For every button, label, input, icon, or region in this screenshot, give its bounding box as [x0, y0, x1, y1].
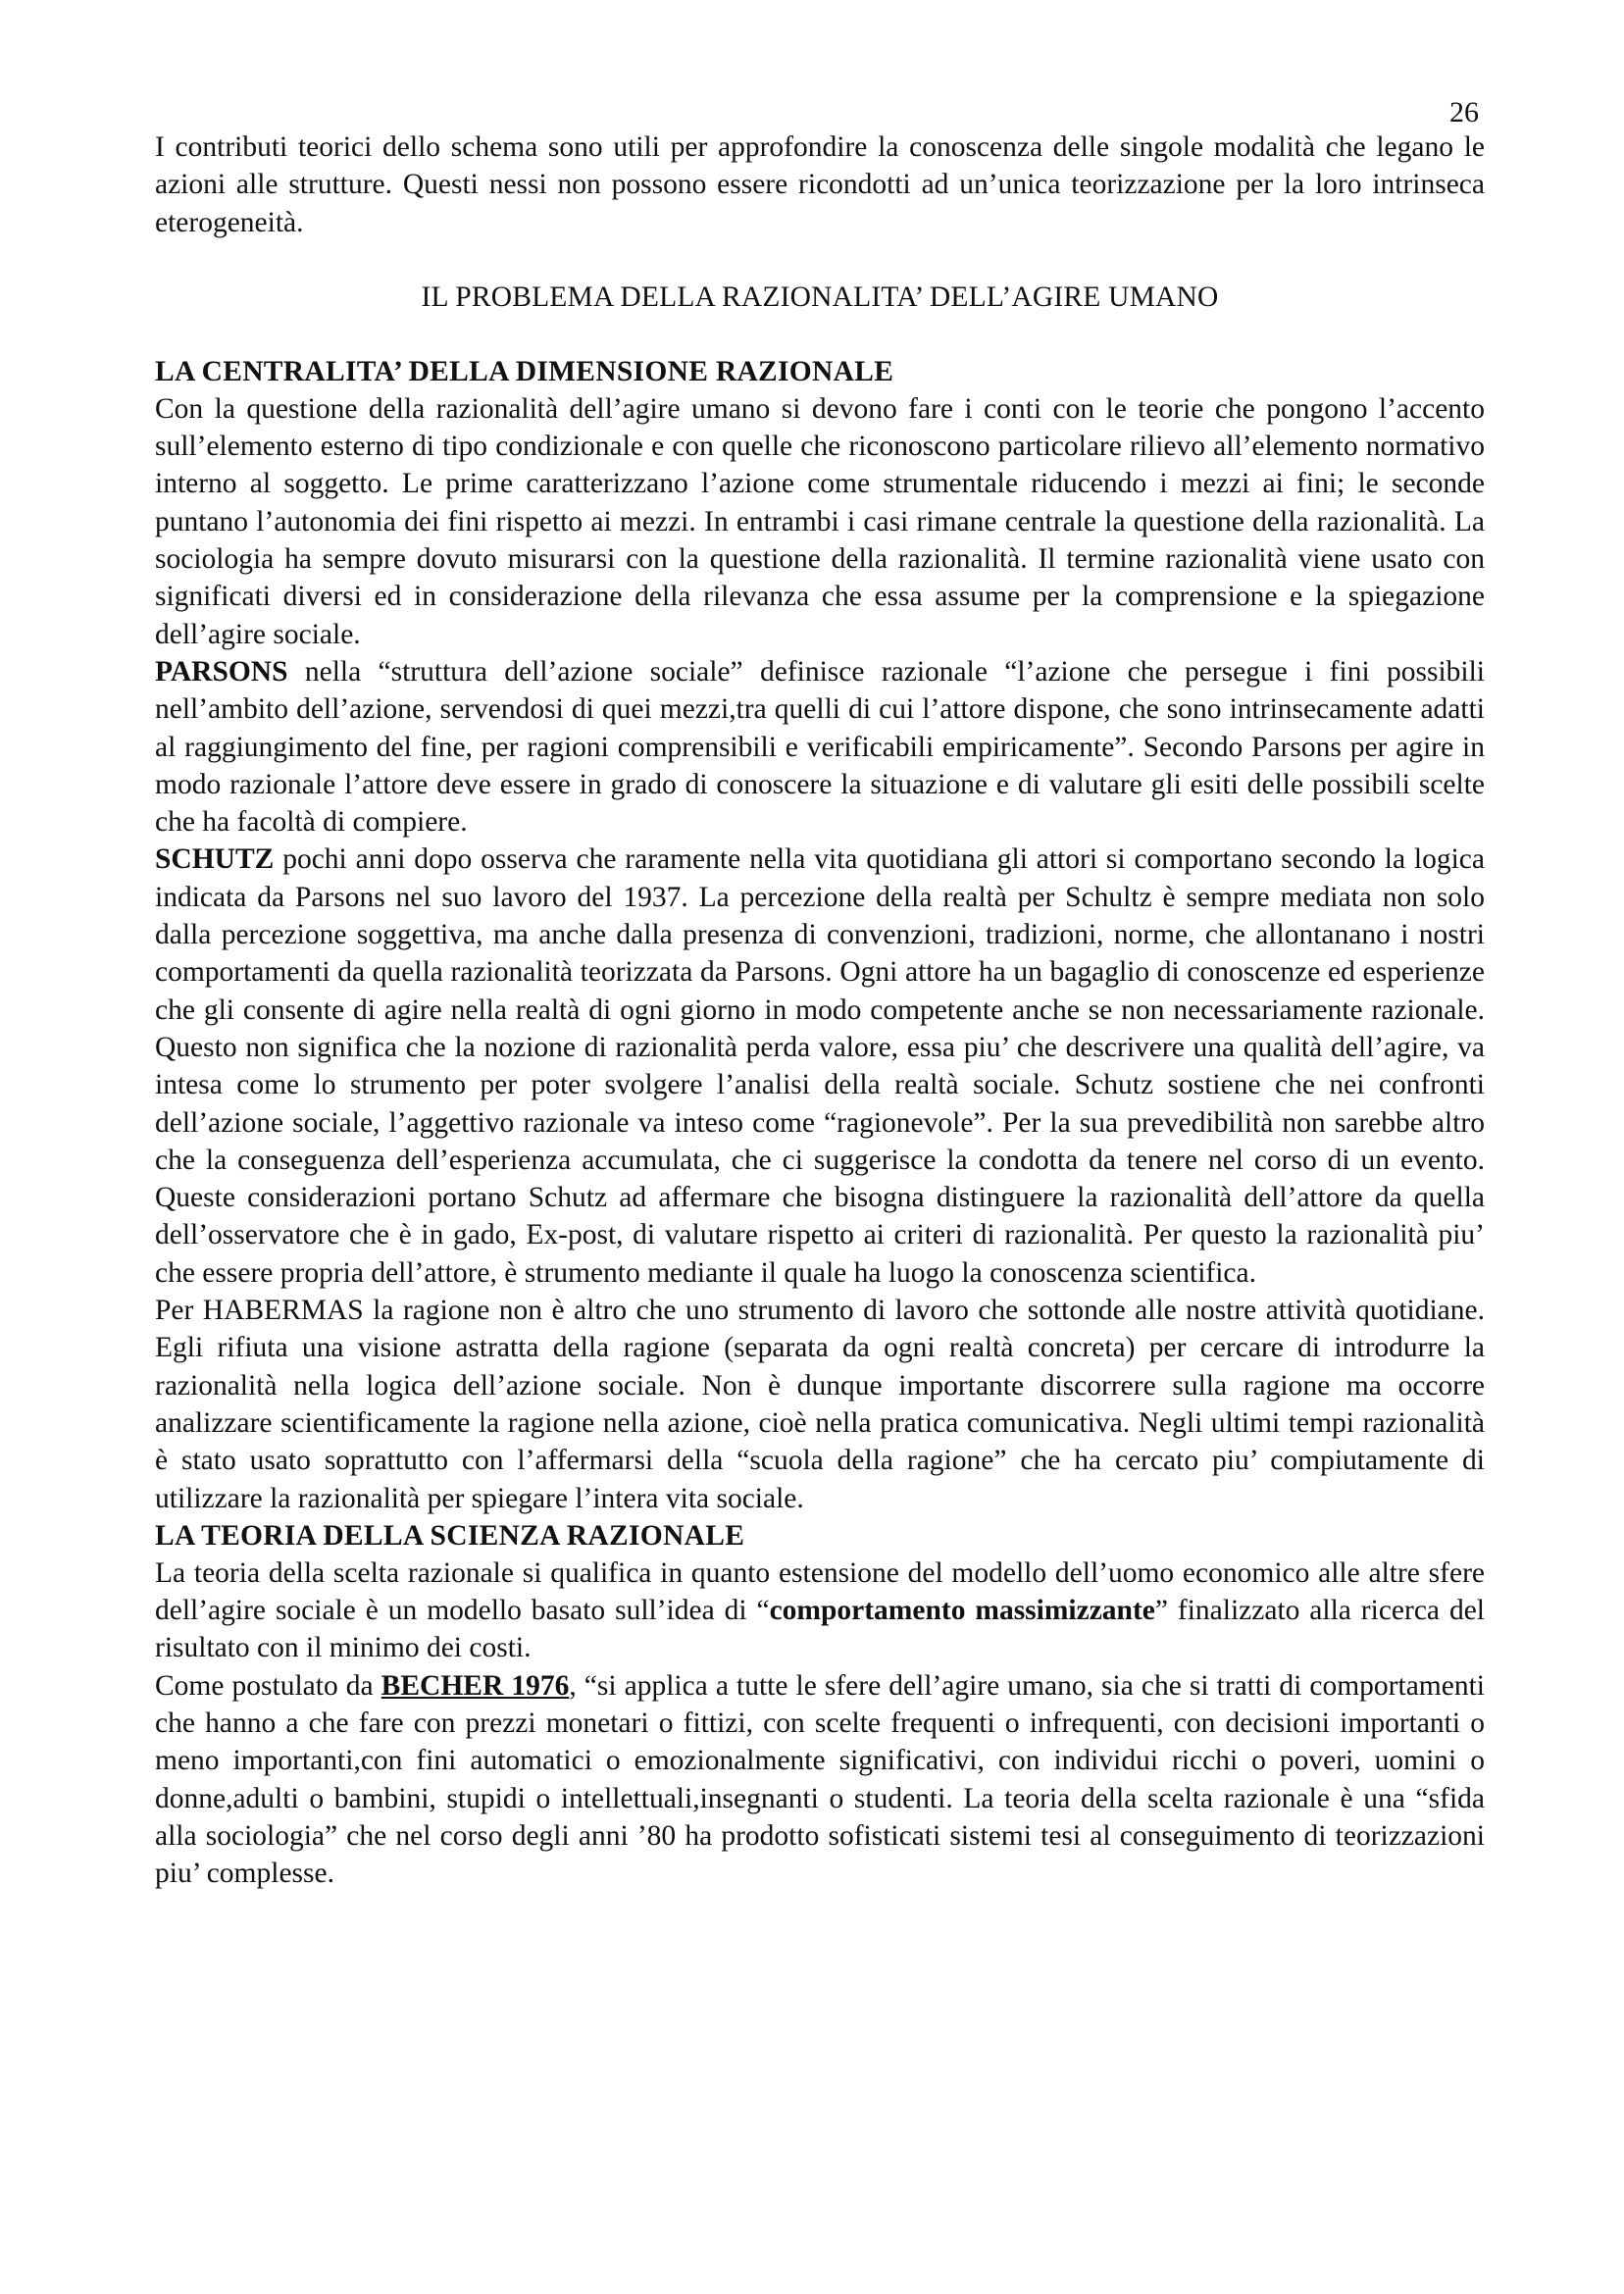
paragraph-habermas: Per HABERMAS la ragione non è altro che uno strumento di lavoro che sottonde alle nostre attività quotidiane. Egli rifiuta una visione astratta della ragione (separata da ogni realtà concreta) per cercare di introdurre la razionalità nella logica dell’azione sociale. Non è dunque importante discorrere sulla ragione ma occorre analizzare scientificamente la ragione nella azione, cioè nella pratica comunicativa. Negli ultimi tempi razionalità è stato usato soprattutto con l’affermarsi della “scuola della ragione” che ha cercato piu’ compiutamente di utilizzare la razionalità per spiegare l’intera vita sociale. — [155, 1295, 1485, 1514]
becher-text-before: Come postulato da — [155, 1669, 381, 1702]
scelta-text-before: La teoria della scelta razionale si qualifica in quanto estensione del modello dell’uomo economico alle altre sfere dell’agire sociale è un modello basato sull’idea di “ — [155, 1556, 1485, 1627]
main-title: IL PROBLEMA DELLA RAZIONALITA’ DELL’AGIRE UMANO — [421, 280, 1219, 313]
paragraph-becher — [155, 1667, 1485, 1893]
author-schutz: SCHUTZ — [155, 843, 275, 876]
paragraph-razionalita: Con la questione della razionalità dell’agire umano si devono fare i conti con le teorie che pongono l’accento sull’elemento esterno di tipo condizionale e con quelle che riconoscono particolare rilievo all’elemento normativo interno al soggetto. Le prime caratterizzano l’azione come strumentale riducendo i mezzi ai fini; le seconde puntano l’autonomia dei fini rispetto ai mezzi. In entrambi i casi rimane centrale la questione della razionalità. La sociologia ha sempre dovuto misurarsi con la questione della razionalità. Il termine razionalità viene usato con significati diversi ed in considerazione della rilevanza che essa assume per la comprensione e la spiegazione dell’agire sociale. — [155, 392, 1485, 650]
paragraph-parsons — [155, 653, 1485, 841]
section-heading-teoria: LA TEORIA DELLA SCIENZA RAZIONALE — [155, 1519, 745, 1552]
parsons-text: nella “struttura dell’azione sociale” definisce razionale “l’azione che persegue i fini possibili nell’ambito dell’azione, servendosi di quei mezzi,tra quelli di cui l’attore dispone, che sono intrinsecamente adatti al raggiungimento del fine, per ragioni comprensibili e verificabili empiricamente”. Secondo Parsons per agire in modo razionale l’attore deve essere in grado di conoscere la situazione e di valutare gli esiti delle possibili scelte che ha facoltà di compiere. — [155, 655, 1485, 839]
comportamento-massimizzante: comportamento massimizzante — [769, 1595, 1155, 1627]
scelta-text-after: ” finalizzato alla ricerca del risultato con il minimo dei costi. — [155, 1595, 1485, 1664]
page-number: 26 — [1449, 96, 1479, 128]
paragraph-scelta-razionale — [155, 1555, 1485, 1667]
paragraph-schutz — [155, 841, 1485, 1292]
schutz-text: pochi anni dopo osserva che raramente nella vita quotidiana gli attori si comportano secondo la logica indicata da Parsons nel suo lavoro del 1937. La percezione della realtà per Schultz è sempre mediata non solo dalla percezione soggettiva, ma anche dalla presenza di convenzioni, tradizioni, norme, che allontanano i nostri comportamenti da quella razionalità teorizzata da Parsons. Ogni attore ha un bagaglio di conoscenze ed esperienze che gli consente di agire nella realtà di ogni giorno in modo competente anche se non necessariamente razionale. Questo non significa che la nozione di razionalità perda valore, essa piu’ che descrivere una qualità dell’agire, va intesa come lo strumento per poter svolgere l’analisi della realtà sociale. Schutz sostiene che nei confronti dell’azione sociale, l’aggettivo razionale va inteso come “ragionevole”. Per la sua prevedibilità non sarebbe altro che la conseguenza dell’esperienza accumulata, che ci suggerisce la condotta da tenere nel corso di un evento. Queste considerazioni portano Schutz ad affermare che bisogna distinguere la razionalità dell’attore da quella dell’osservatore che è in gado, Ex-post, di valutare rispetto ai criteri di razionalità. Per questo la razionalità piu’ che essere propria dell’attore, è strumento mediante il quale ha luogo la conoscenza scientifica. — [155, 843, 1485, 1289]
section-heading-centralita: LA CENTRALITA’ DELLA DIMENSIONE RAZIONALE — [155, 355, 894, 387]
document-page — [155, 93, 1485, 1892]
intro-paragraph: I contributi teorici dello schema sono utili per approfondire la conoscenza delle singole modalità che legano le azioni alle strutture. Questi nessi non possono essere ricondotti ad un’unica teorizzazione per la loro intrinseca eterogeneità. — [155, 131, 1485, 238]
author-parsons: PARSONS — [155, 655, 288, 688]
author-becher: BECHER 1976 — [381, 1669, 570, 1702]
becher-text-after: , “si applica a tutte le sfere dell’agire umano, sia che si tratti di comportamenti che hanno a che fare con prezzi monetari o fittizi, con scelte frequenti o infrequenti, con decisioni importanti o meno importanti,con fini automatici o emozionalmente significativi, con individui ricchi o poveri, uomini o donne,adulti o bambini, stupidi o intellettuali,insegnanti o studenti. La teoria della scelta razionale è una “sfida alla sociologia” che nel corso degli anni ’80 ha prodotto sofisticati sistemi tesi al conseguimento di teorizzazioni piu’ complesse. — [155, 1669, 1485, 1890]
